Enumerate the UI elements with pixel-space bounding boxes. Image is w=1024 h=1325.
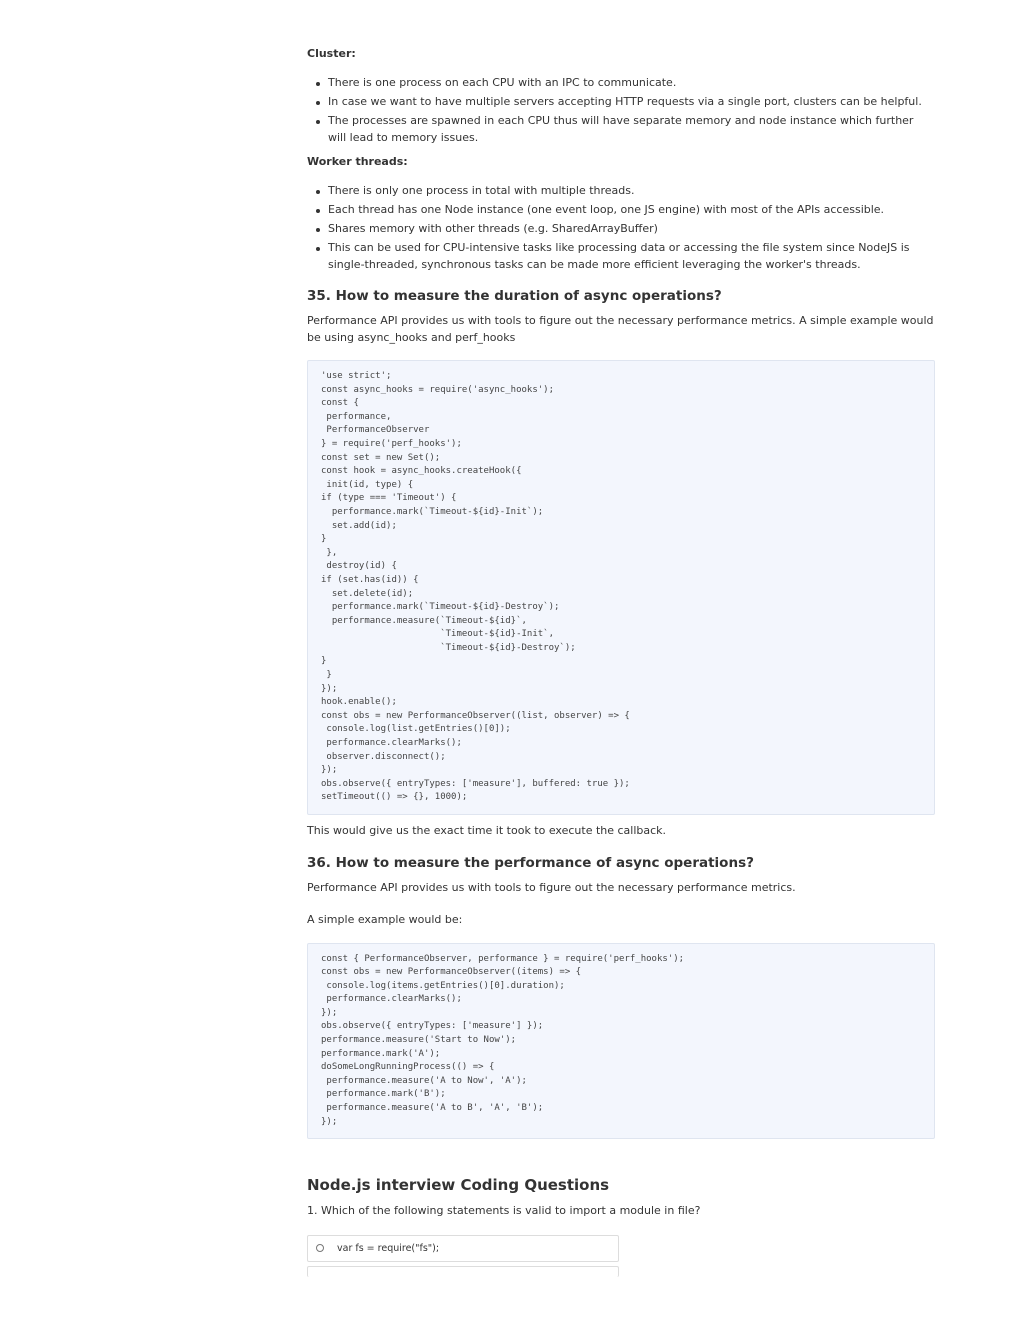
question-36-code-block[interactable] [307, 943, 935, 1140]
list-item: This can be used for CPU-intensive tasks like processing data or accessing the file system since NodeJS is single-threaded, synchronous tasks can be made more efficient leveraging the worker's threads. [307, 240, 935, 273]
question-35-title: 35. How to measure the duration of async operations? [307, 288, 722, 304]
worker-threads-heading: Worker threads: [307, 155, 408, 168]
question-35-intro: Performance API provides us with tools to figure out the necessary performance metrics. A simple example would be using async_hooks and perf_hooks [307, 314, 934, 344]
list-item: The processes are spawned in each CPU thus will have separate memory and node instance which further will lead to memory issues. [307, 113, 935, 146]
question-35-code-block[interactable] [307, 360, 935, 815]
worker-threads-list [307, 183, 935, 273]
answer-option[interactable] [307, 1235, 619, 1262]
cluster-heading: Cluster: [307, 47, 356, 60]
list-item: There is one process on each CPU with an IPC to communicate. [307, 75, 935, 92]
question-36-title: 36. How to measure the performance of async operations? [307, 854, 754, 871]
list-item: Each thread has one Node instance (one event loop, one JS engine) with most of the APIs accessible. [307, 202, 935, 219]
radio-icon[interactable] [316, 1244, 324, 1252]
coding-questions-title: Node.js interview Coding Questions [307, 1176, 610, 1195]
question-36-intro: Performance API provides us with tools to figure out the necessary performance metrics. [307, 880, 796, 894]
list-item: Shares memory with other threads (e.g. SharedArrayBuffer) [307, 221, 935, 238]
answer-option[interactable] [307, 1266, 619, 1277]
coding-question-1: 1. Which of the following statements is valid to import a module in file? [307, 1204, 701, 1218]
code-text[interactable]: 'use strict'; const async_hooks = require('async_hooks'); const { performance, PerformanceObserver } = require('perf_hooks'); const set = new Set(); const hook = async_hooks.createHook({ init(id, type) { if (type === 'Timeout') { performance.mark(`Timeout-${id}-Init`); set.add(id); } }, destroy(id) { if (set.has(id)) { set.delete(id); performance.mark(`Timeout-${id}-Destroy`); performance.measure(`Timeout-${id}`, `Timeout-${id}-Init`, `Timeout-${id}-Destroy`); } } }); hook.enable(); const obs = new PerformanceObserver((list, observer) => { console.log(list.getEntries()[0]); performance.clearMarks(); observer.disconnect(); }); obs.observe({ entryTypes: ['measure'], buffered: true }); setTimeout(() => {}, 1000); [321, 371, 630, 803]
code-text[interactable]: const { PerformanceObserver, performance } = require('perf_hooks'); const obs = new PerformanceObserver((items) => { console.log(items.getEntries()[0].duration); performance.clearMarks(); }); obs.observe({ entryTypes: ['measure'] }); performance.measure('Start to Now'); performance.mark('A'); doSomeLongRunningProcess(() => { performance.measure('A to Now', 'A'); performance.mark('B'); performance.measure('A to B', 'A', 'B'); }); [321, 953, 685, 1127]
cluster-list [307, 75, 935, 146]
list-item: In case we want to have multiple servers accepting HTTP requests via a single port, clusters can be helpful. [307, 94, 935, 111]
question-35-outro: This would give us the exact time it took to execute the callback. [307, 824, 667, 837]
question-36-intro-2: A simple example would be: [307, 913, 463, 926]
answer-option-label: var fs = require("fs"); [337, 1242, 440, 1254]
list-item: There is only one process in total with multiple threads. [307, 183, 935, 200]
article-content [307, 46, 935, 1281]
